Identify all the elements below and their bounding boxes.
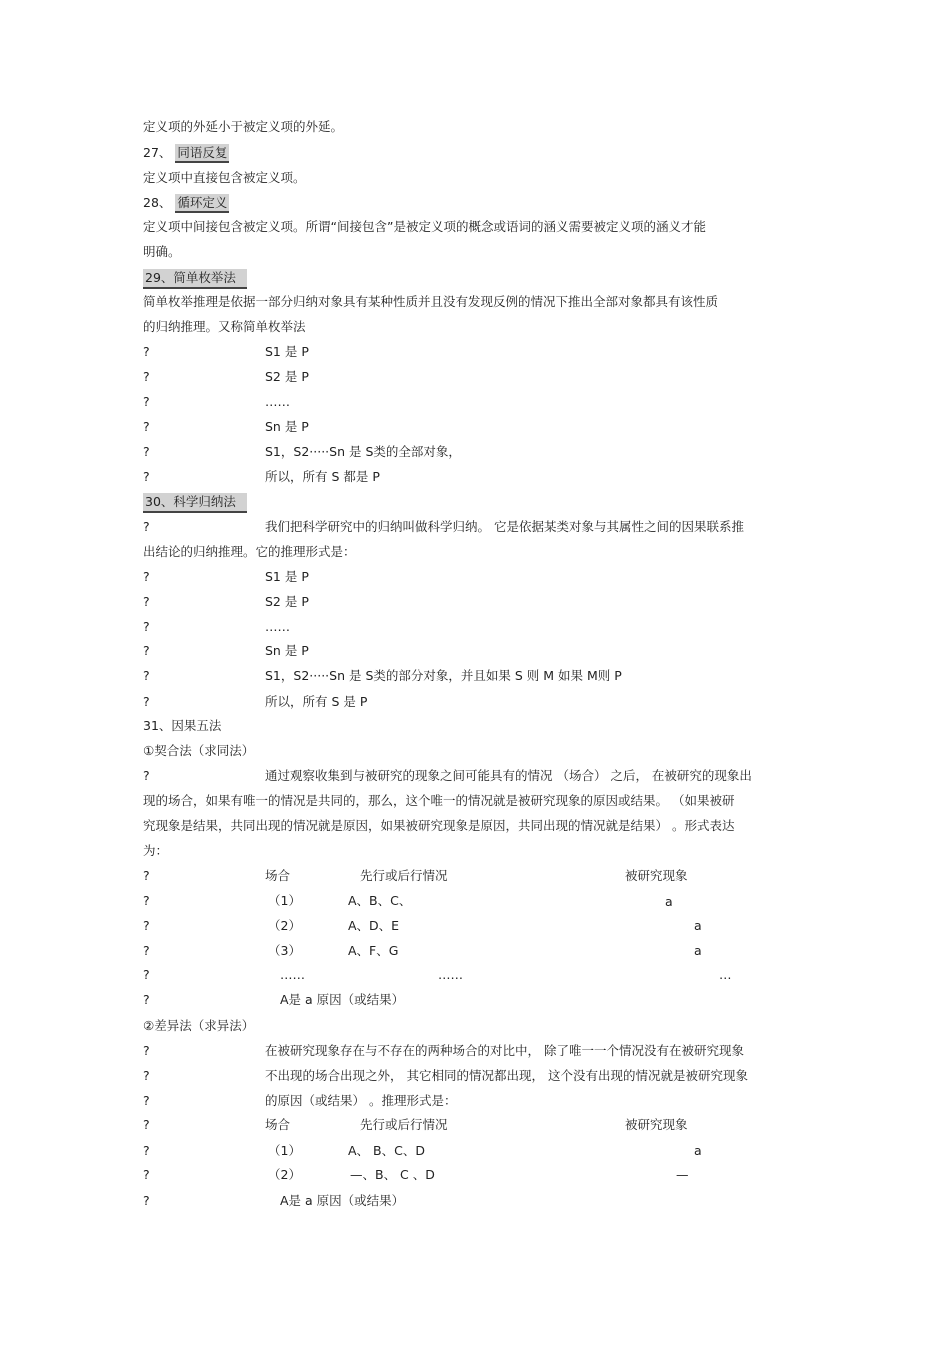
column-header: 场合	[265, 1117, 291, 1132]
table-cell: ……	[438, 967, 463, 982]
paragraph: 定义项中直接包含被定义项。	[143, 170, 306, 185]
paragraph-line: 明确。	[143, 244, 181, 259]
heading-title: 29、简单枚举法	[143, 269, 247, 289]
heading-title: 30、科学归纳法	[143, 493, 247, 513]
table-cell: （3）	[268, 943, 301, 958]
bullet-marker: ?	[143, 369, 150, 384]
bullet-marker: ?	[143, 419, 150, 434]
table-cell: A、B、C、	[348, 893, 412, 908]
table-cell: a	[694, 1143, 702, 1158]
column-header: 先行或后行情况	[360, 1117, 448, 1132]
formula-line: Sn 是 P	[265, 419, 309, 434]
bullet-marker: ?	[143, 1193, 150, 1208]
table-cell: （1）	[268, 893, 301, 908]
bullet-marker: ?	[143, 643, 150, 658]
formula-line: S1，S2·····Sn 是 S类的全部对象，	[265, 444, 461, 459]
paragraph-line: 的原因（或结果） 。推理形式是：	[265, 1093, 457, 1108]
heading-30	[143, 493, 247, 513]
table-cell: a	[694, 943, 702, 958]
bullet-marker: ?	[143, 1043, 150, 1058]
table-cell: …	[719, 967, 732, 982]
heading-number: 28、	[143, 195, 172, 210]
table-cell: A、 B、C、D	[348, 1143, 425, 1158]
bullet-marker: ?	[143, 1068, 150, 1083]
heading-31: 31、因果五法	[143, 718, 222, 733]
bullet-marker: ?	[143, 394, 150, 409]
paragraph-line: 现的场合，如果有唯一的情况是共同的，那么，这个唯一的情况就是被研究现象的原因或结果。 （如果被研	[143, 793, 735, 808]
bullet-marker: ?	[143, 918, 150, 933]
bullet-marker: ?	[143, 1143, 150, 1158]
bullet-marker: ?	[143, 694, 150, 709]
table-cell: A、D、E	[348, 918, 400, 933]
paragraph-line: 简单枚举推理是依据一部分归纳对象具有某种性质并且没有发现反例的情况下推出全部对象都具有该性质	[143, 294, 719, 309]
bullet-marker: ?	[143, 668, 150, 683]
heading-27	[143, 145, 229, 161]
bullet-marker: ?	[143, 594, 150, 609]
formula-line: S1 是 P	[265, 344, 309, 359]
formula-line: S2 是 P	[265, 369, 309, 384]
paragraph-line: 的归纳推理。又称简单枚举法	[143, 319, 306, 334]
method-title: ①契合法（求同法）	[143, 743, 255, 758]
formula-line: ……	[265, 619, 290, 634]
formula-line: S2 是 P	[265, 594, 309, 609]
bullet-marker: ?	[143, 1093, 150, 1108]
bullet-marker: ?	[143, 469, 150, 484]
column-header: 被研究现象	[625, 868, 688, 883]
table-cell: a	[665, 894, 673, 909]
bullet-marker: ?	[143, 519, 150, 534]
bullet-marker: ?	[143, 992, 150, 1007]
formula-line: S1 是 P	[265, 569, 309, 584]
formula-line: S1，S2·····Sn 是 S类的部分对象，并且如果 S 则 M 如果 M则 P	[265, 668, 622, 683]
paragraph-line: 为：	[143, 843, 169, 858]
paragraph-line: 通过观察收集到与被研究的现象之间可能具有的情况 （场合） 之后， 在被研究的现象出	[265, 768, 752, 783]
bullet-marker: ?	[143, 967, 150, 982]
paragraph-line: 出结论的归纳推理。它的推理形式是：	[143, 544, 356, 559]
table-cell: A、F、G	[348, 943, 399, 958]
paragraph-line: 不出现的场合出现之外， 其它相同的情况都出现， 这个没有出现的情况就是被研究现象	[265, 1068, 748, 1083]
column-header: 先行或后行情况	[360, 868, 448, 883]
formula-line: ……	[265, 394, 290, 409]
bullet-marker: ?	[143, 619, 150, 634]
heading-28	[143, 195, 229, 211]
formula-line: 所以，所有 S 都是 P	[265, 469, 380, 484]
formula-line: 所以，所有 S 是 P	[265, 694, 368, 709]
method-title: ②差异法（求异法）	[143, 1018, 255, 1033]
column-header: 场合	[265, 868, 291, 883]
table-cell: （1）	[268, 1143, 301, 1158]
heading-29	[143, 269, 247, 289]
bullet-marker: ?	[143, 569, 150, 584]
column-header: 被研究现象	[625, 1117, 688, 1132]
bullet-marker: ?	[143, 1167, 150, 1182]
paragraph-line: 定义项中间接包含被定义项。所谓“间接包含”是被定义项的概念或语词的涵义需要被定义项的涵义才能	[143, 219, 706, 234]
bullet-marker: ?	[143, 868, 150, 883]
heading-title: 循环定义	[175, 194, 229, 213]
table-cell: ……	[280, 967, 305, 982]
table-cell: （2）	[268, 1167, 301, 1182]
bullet-marker: ?	[143, 1117, 150, 1132]
table-cell: （2）	[268, 918, 301, 933]
conclusion: A是 a 原因（或结果）	[280, 992, 405, 1007]
paragraph-line: 究现象是结果，共同出现的情况就是原因，如果被研究现象是原因，共同出现的情况就是结果） 。形式表达	[143, 818, 735, 833]
table-cell: —	[676, 1167, 689, 1182]
paragraph-line: 我们把科学研究中的归纳叫做科学归纳。 它是依据某类对象与其属性之间的因果联系推	[265, 519, 744, 534]
bullet-marker: ?	[143, 943, 150, 958]
bullet-marker: ?	[143, 893, 150, 908]
heading-title: 同语反复	[175, 144, 229, 163]
bullet-marker: ?	[143, 344, 150, 359]
heading-number: 27、	[143, 145, 172, 160]
paragraph: 定义项的外延小于被定义项的外延。	[143, 119, 344, 134]
paragraph-line: 在被研究现象存在与不存在的两种场合的对比中， 除了唯一一个情况没有在被研究现象	[265, 1043, 744, 1058]
table-cell: a	[694, 918, 702, 933]
bullet-marker: ?	[143, 444, 150, 459]
formula-line: Sn 是 P	[265, 643, 309, 658]
bullet-marker: ?	[143, 768, 150, 783]
conclusion: A是 a 原因（或结果）	[280, 1193, 405, 1208]
table-cell: —、B、 C 、D	[350, 1167, 435, 1182]
